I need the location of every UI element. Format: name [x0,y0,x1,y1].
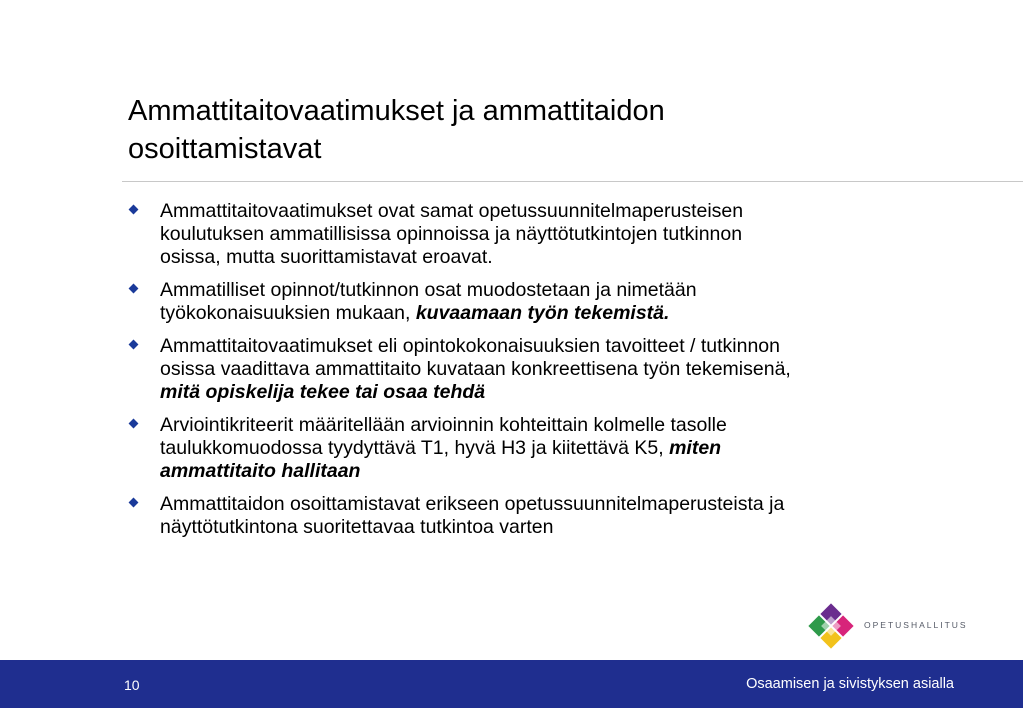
bullet-item [128,335,928,404]
slide-title-line: Ammattitaitovaatimukset ja ammattitaidon [128,95,665,127]
diamond-bullet-icon [129,205,139,215]
bullet-line [160,381,928,404]
bullet-emphasis: miten [669,437,722,459]
bullet-emphasis: ammattitaito hallitaan [160,460,361,482]
bullet-text: Ammatilliset opinnot/tutkinnon osat muodostetaan ja nimetään [160,279,697,301]
bullet-text: Ammattitaidon osoittamistavat erikseen opetussuunnitelmaperusteista ja [160,493,785,515]
bullet-text: taulukkomuodossa tyydyttävä T1, hyvä H3 ja kiitettävä K5, [160,437,670,459]
bullet-item [128,200,928,269]
bullet-text: Ammattitaitovaatimukset eli opintokokonaisuuksien tavoitteet / tutkinnon [160,335,781,357]
bullet-line [160,460,928,483]
bullet-text: osissa, mutta suorittamistavat eroavat. [160,246,493,268]
slide-title [128,92,928,168]
title-divider [122,181,1023,182]
bullet-line [160,358,928,381]
bullet-item [128,493,928,539]
bullet-item [128,279,928,325]
footer-bar [0,660,1023,708]
bullet-text: työkokonaisuuksien mukaan, [160,302,416,324]
opetushallitus-diamond-icon [804,600,858,652]
bullet-line [160,516,928,539]
bullet-line [160,302,928,325]
bullet-line [160,246,928,269]
bullet-text: Arviointikriteerit määritellään arvioinnin kohteittain kolmelle tasolle [160,414,727,436]
bullet-list [128,200,928,549]
bullet-line [160,414,928,437]
logo-text: OPETUSHALLITUS [864,620,968,630]
slide-title-line: osoittamistavat [128,133,322,165]
bullet-text: Ammattitaitovaatimukset ovat samat opetussuunnitelmaperusteisen [160,200,744,222]
bullet-text: osissa vaadittava ammattitaito kuvataan konkreettisena työn tekemisenä, [160,358,791,380]
bullet-line [160,437,928,460]
bullet-text: koulutuksen ammatillisissa opinnoissa ja näyttötutkintojen tutkinnon [160,223,743,245]
bullet-line [160,493,928,516]
diamond-bullet-icon [129,284,139,294]
bullet-line [160,279,928,302]
bullet-emphasis: kuvaamaan työn tekemistä. [415,302,670,324]
diamond-bullet-icon [129,498,139,508]
bullet-text: näyttötutkintona suoritettavaa tutkintoa varten [160,516,554,538]
bullet-line [160,200,928,223]
bullet-line [160,335,928,358]
page-number: 10 [124,677,140,693]
bullet-item [128,414,928,483]
opetushallitus-logo [804,600,974,652]
diamond-bullet-icon [129,340,139,350]
bullet-line [160,223,928,246]
bullet-emphasis: mitä opiskelija tekee tai osaa tehdä [160,381,486,403]
footer-slogan: Osaamisen ja sivistyksen asialla [746,676,954,692]
diamond-bullet-icon [129,419,139,429]
